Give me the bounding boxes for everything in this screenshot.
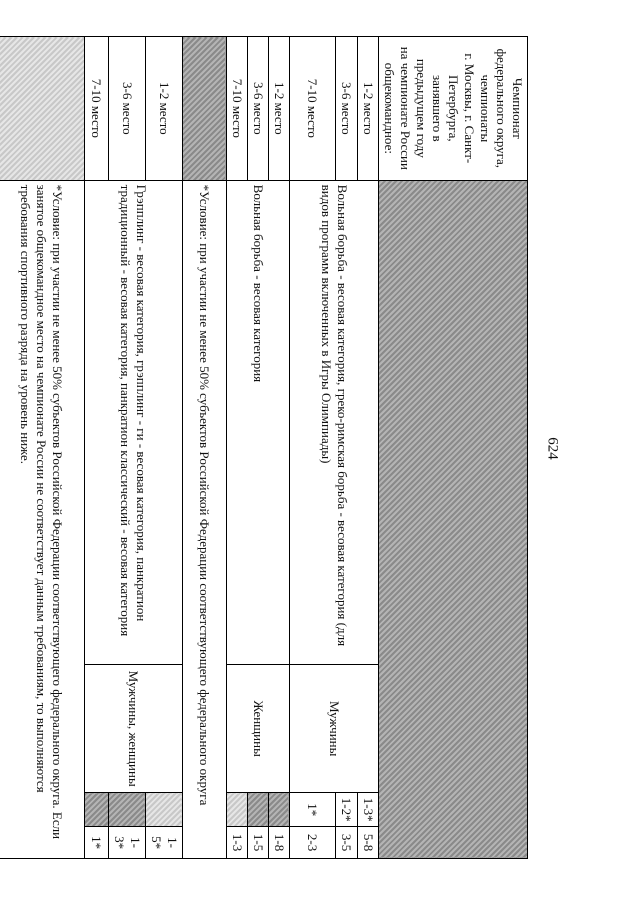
note-cell: *Условие: при участии не менее 50% субъектов Российской Федерации соответствующего федерального округа. Если занятое общекомандное место на чемпионате России не соответствует данным требованиям, то выполняются требования спортивного разряда на уровень ниже. <box>0 180 85 858</box>
group-cell: Женщины <box>227 665 290 793</box>
rank-a-cell: 1-2* <box>336 793 358 827</box>
rank-b-cell: 3-5 <box>336 827 358 859</box>
rank-b-cell: 1-3 <box>227 827 248 859</box>
header-line: общекомандное: <box>382 62 397 154</box>
header-line: чемпионаты <box>478 74 493 143</box>
place-cell: 3-6 место <box>248 37 269 181</box>
note-shaded-cell <box>0 37 85 181</box>
group-cell: Мужчины, женщины <box>85 665 183 793</box>
page-number: 624 <box>544 437 561 460</box>
sports-rank-table <box>0 36 528 859</box>
place-cell: 1-2 место <box>146 37 183 181</box>
rank-b-cell: 1-5* <box>146 827 183 859</box>
rank-a-cell: 1* <box>290 793 336 827</box>
header-line: Чемпионат федерального округа, <box>494 48 525 169</box>
header-title-cell <box>379 37 528 181</box>
header-shaded-cell <box>379 180 528 858</box>
rotated-table-sheet <box>0 36 528 859</box>
place-cell: 1-2 место <box>269 37 290 181</box>
header-line: на чемпионате России <box>398 46 413 170</box>
rank-a-cell: 1-3* <box>358 793 379 827</box>
rank-a-shaded-cell <box>248 793 269 827</box>
rank-b-cell: 1-8 <box>269 827 290 859</box>
place-cell: 1-2 место <box>358 37 379 181</box>
rank-b-cell: 2-3 <box>290 827 336 859</box>
group-cell: Мужчины <box>290 665 379 793</box>
place-cell: 7-10 место <box>85 37 109 181</box>
disciplines-cell: Грэпплинг - весовая категория, грэпплинг - ги - весовая категория, панкратион традиционный - весовая категория, панкратион классический - весовая категория <box>85 180 183 664</box>
rank-a-shaded-cell <box>227 793 248 827</box>
rank-a-shaded-cell <box>85 793 109 827</box>
rank-a-shaded-cell <box>269 793 290 827</box>
header-line: занявшего в предыдущем году <box>414 58 445 158</box>
place-cell: 3-6 место <box>336 37 358 181</box>
rank-b-cell: 1-3* <box>109 827 146 859</box>
rank-a-shaded-cell <box>109 793 146 827</box>
note-shaded-cell <box>183 37 227 181</box>
place-cell: 7-10 место <box>227 37 248 181</box>
rank-b-cell: 1* <box>85 827 109 859</box>
rank-b-cell: 1-5 <box>248 827 269 859</box>
place-cell: 7-10 место <box>290 37 336 181</box>
header-line: г. Москвы, г. Санкт-Петербурга, <box>446 53 477 164</box>
rank-a-shaded-cell <box>146 793 183 827</box>
rank-b-cell: 5-8 <box>358 827 379 859</box>
disciplines-cell: Вольная борьба - весовая категория, греко-римская борьба - весовая категория (для видов программ включенных в Игры Олимпиады) <box>290 180 379 664</box>
place-cell: 3-6 место <box>109 37 146 181</box>
note-cell: *Условие: при участии не менее 50% субъектов Российской Федерации соответствующего федерального округа <box>183 180 227 858</box>
disciplines-cell: Вольная борьба - весовая категория <box>227 180 290 664</box>
